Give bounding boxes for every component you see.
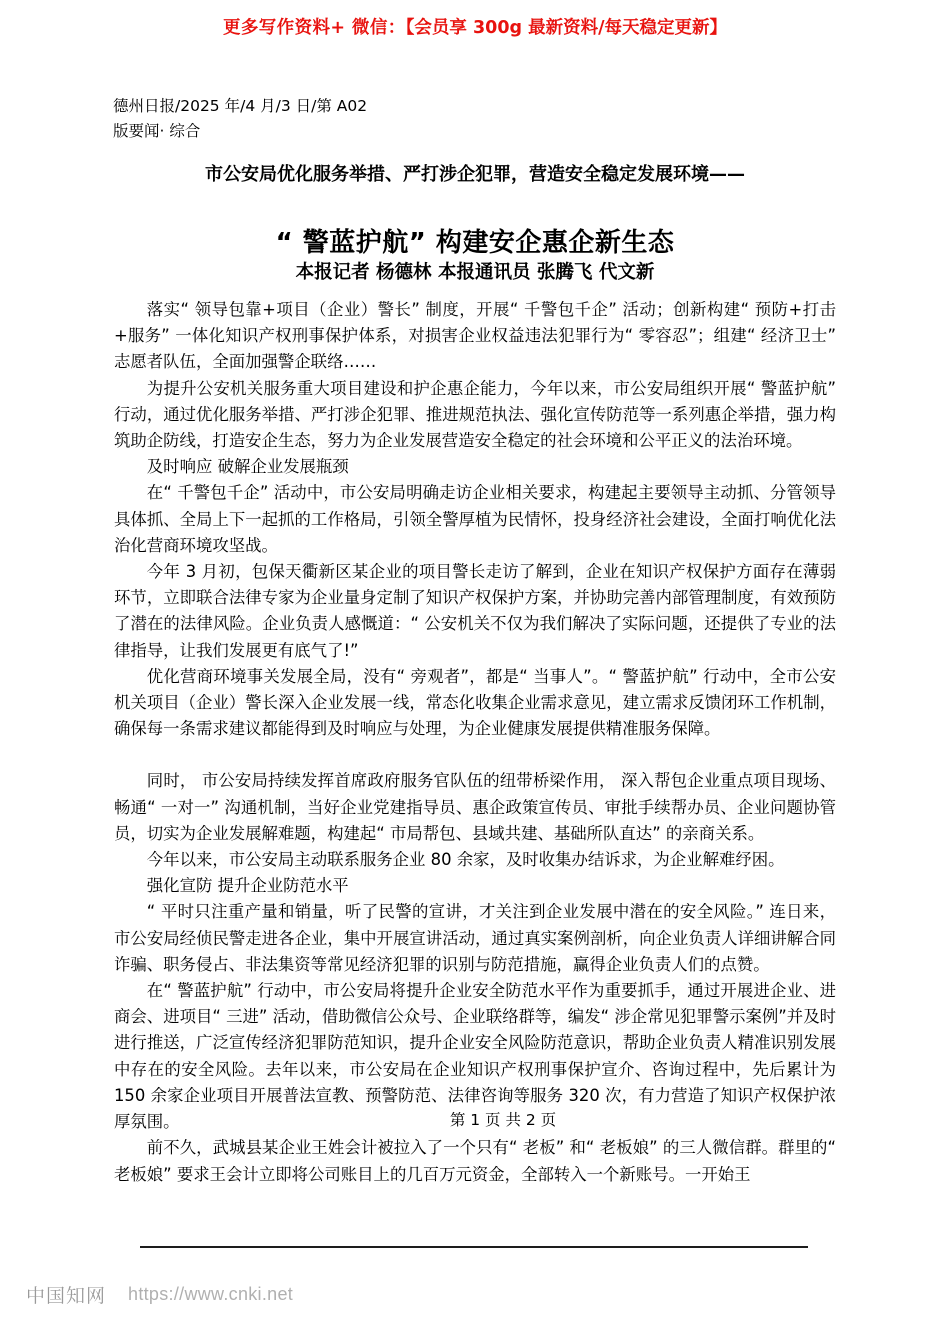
promo-prefix-text: 更多写作资料+ 微信： (222, 18, 406, 38)
article-paragraph: “ 平时只注重产量和销量，听了民警的宣讲，才关注到企业发展中潜在的安全风险。” 连日来，市公安局经侦民警走进各企业，集中开展宣讲活动，通过真实案例剖析，向企业负责人详细讲解合同诈骗、职务侵占、非法集资等常见经济犯罪的识别与防范措施，赢得企业负责人们的点赞。 (114, 902, 836, 974)
article-headline: “ 警蓝护航” 构建安企惠企新生态 (275, 228, 675, 259)
article-paragraph: 落实“ 领导包靠+项目（企业）警长” 制度，开展“ 千警包千企” 活动；创新构建“ 预防+打击+服务” 一体化知识产权刑事保护体系，对损害企业权益违法犯罪行为“ 零容忍”；组建“ 经济卫士” 志愿者队伍，全面加强警企联络…… (114, 300, 836, 372)
page-number-text: 第 1 页 共 2 页 (449, 1111, 557, 1129)
cnki-watermark (26, 1281, 293, 1308)
article-body (114, 297, 836, 1188)
article-byline: 本报记者 杨德林 本报通讯员 张腾飞 代文新 (295, 262, 655, 283)
article-paragraph: 前不久，武城县某企业王姓会计被拉入了一个只有“ 老板” 和“ 老板娘” 的三人微信群。群里的“ 老板娘” 要求王会计立即将公司账目上的几百万元资金，全部转入一个新账号。一开始王 (114, 1138, 836, 1184)
article-paragraph: 优化营商环境事关发展全局，没有“ 旁观者”，都是“ 当事人”。“ 警蓝护航” 行动中，全市公安机关项目（企业）警长深入企业发展一线，常态化收集企业需求意见，建立需求反馈闭环工作机制，确保每一条需求建议都能得到及时响应与处理，为企业健康发展提供精准服务保障。 (114, 666, 836, 739)
footer-divider (140, 1246, 808, 1248)
article-paragraph: 今年以来，市公安局主动联系服务企业 80 余家，及时收集办结诉求，为企业解难纾困。 (146, 850, 785, 870)
article-paragraph: 在“ 警蓝护航” 行动中，市公安局将提升企业安全防范水平作为重要抓手，通过开展进企业、进商会、进项目“ 三进” 活动，借助微信公众号、企业联络群等，编发“ 涉企常见犯罪警示案例”并及时进行推送，广泛宣传经济犯罪防范知识，提升企业安全风险防范意识，帮助企业负责人精准识别发展中存在的安全风险。去年以来，市公安局在企业知识产权刑事保护宣介、咨询过程中，先后累计为 150 余家企业项目开展普法宣教、预警防范、法律咨询等服务 320 次，有力营造了知识产权保护浓厚氛围。 (114, 981, 836, 1132)
cnki-logo-text: 中国知网 (26, 1285, 107, 1307)
source-citation-line-2: 版要闻· 综合 (113, 122, 201, 140)
article-paragraph: 今年 3 月初，包保天衢新区某企业的项目警长走访了解到，企业在知识产权保护方面存在薄弱环节，立即联合法律专家为企业量身定制了知识产权保护方案，并协助完善内部管理制度，有效预防了潜在的法律风险。企业负责人感慨道：“ 公安机关不仅为我们解决了实际问题，还提供了专业的法律指导，让我们发展更有底气了!” (114, 562, 836, 660)
article-kicker: 市公安局优化服务举措、严打涉企犯罪，营造安全稳定发展环境—— (205, 164, 745, 185)
article-paragraph: 强化宣防 提升企业防范水平 (146, 876, 349, 896)
cnki-url-text: https://www.cnki.net (128, 1284, 294, 1304)
source-citation (113, 94, 813, 144)
article-paragraph: 为提升公安机关服务重大项目建设和护企惠企能力，今年以来，市公安局组织开展“ 警蓝护航” 行动，通过优化服务举措、严打涉企犯罪、推进规范执法、强化宣传防范等一系列惠企举措，强力构筑助企防线，打造安企生态，努力为企业发展营造安全稳定的社会环境和公平正义的法治环境。 (114, 378, 836, 451)
article-paragraph: 同时， 市公安局持续发挥首席政府服务官队伍的纽带桥梁作用， 深入帮包企业重点项目现场、畅通“ 一对一” 沟通机制，当好企业党建指导员、惠企政策宣传员、审批手续帮办员、企业问题协管员，切实为企业发展解难题，构建起“ 市局帮包、县域共建、基础所队直达” 的亲商关系。 (114, 771, 836, 843)
promo-offer-text: 【会员享 300g 最新资料/每天稳定更新】 (405, 18, 728, 38)
article-paragraph: 及时响应 破解企业发展瓶颈 (146, 457, 349, 477)
document-page (0, 60, 950, 1240)
page-number-footer (0, 1108, 950, 1130)
source-citation-line-1: 德州日报/2025 年/4 月/3 日/第 A02 (113, 97, 368, 115)
promo-banner (0, 14, 950, 39)
article-paragraph: 在“ 千警包千企” 活动中，市公安局明确走访企业相关要求，构建起主要领导主动抓、分管领导具体抓、全局上下一起抓的工作格局，引领全警厚植为民情怀，投身经济社会建设，全面打响优化法治化营商环境攻坚战。 (114, 483, 836, 555)
